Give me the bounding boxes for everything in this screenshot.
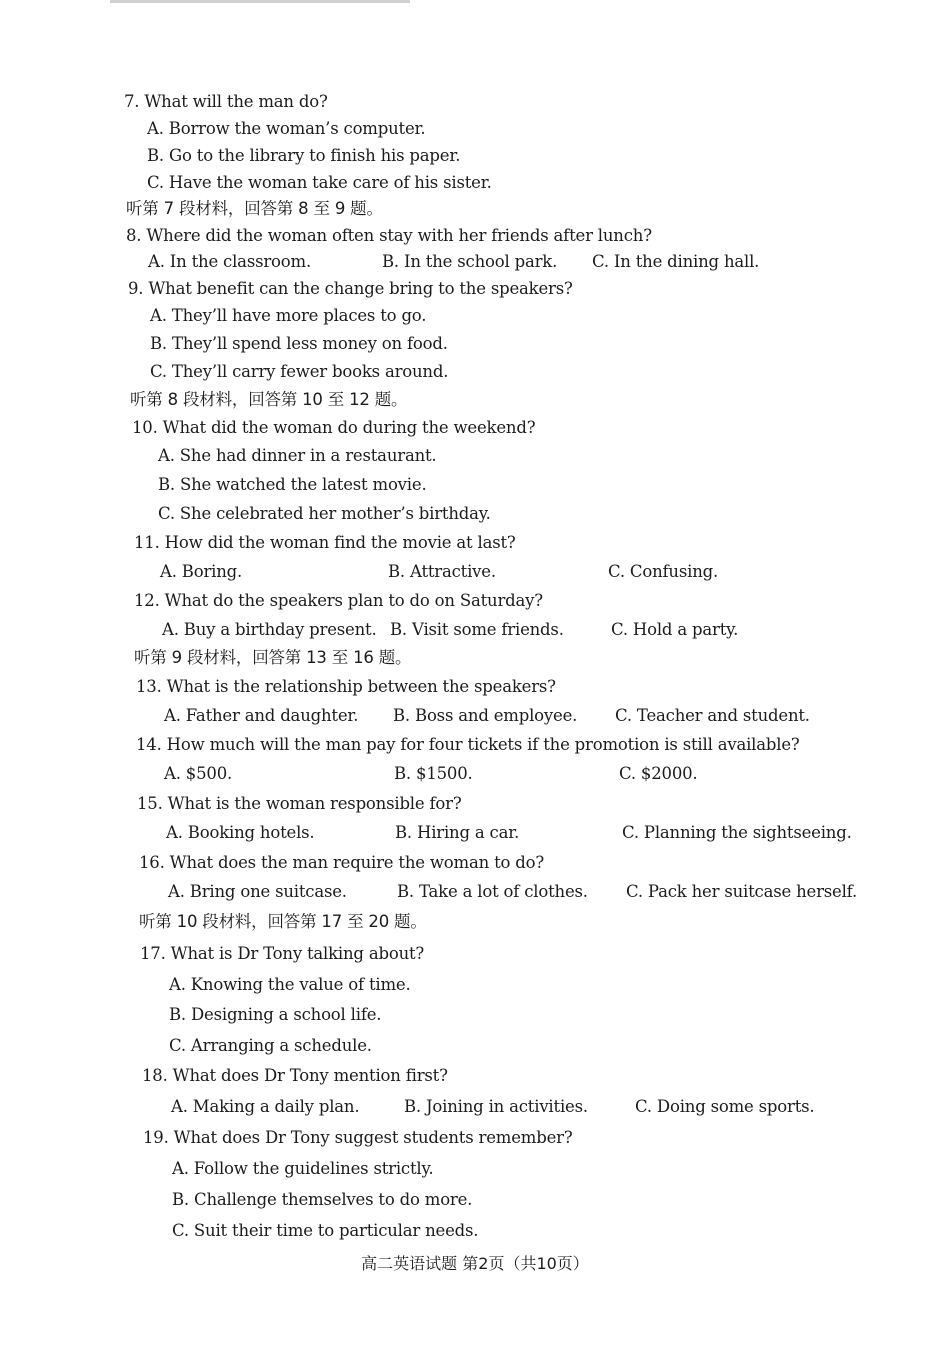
question-17-stem: 17. What is Dr Tony talking about? <box>140 944 425 963</box>
question-14-option-b: B. $1500. <box>394 764 473 783</box>
question-8-options <box>148 252 908 272</box>
question-12-option-b: B. Visit some friends. <box>390 620 564 639</box>
question-14-option-c: C. $2000. <box>619 764 698 783</box>
question-10-option-c: C. She celebrated her mother’s birthday. <box>158 504 491 523</box>
question-18-option-b: B. Joining in activities. <box>404 1097 588 1116</box>
question-16-option-a: A. Bring one suitcase. <box>168 882 347 901</box>
question-19-option-a: A. Follow the guidelines strictly. <box>172 1159 434 1178</box>
question-11-option-b: B. Attractive. <box>388 562 496 581</box>
question-16-stem: 16. What does the man require the woman to do? <box>139 853 545 872</box>
section-7-instruction: 听第 7 段材料，回答第 8 至 9 题。 <box>126 199 383 218</box>
question-19-stem: 19. What does Dr Tony suggest students remember? <box>143 1128 573 1147</box>
question-7-option-c: C. Have the woman take care of his sister. <box>147 173 492 192</box>
question-19-option-b: B. Challenge themselves to do more. <box>172 1190 473 1209</box>
question-9-option-b: B. They’ll spend less money on food. <box>150 334 448 353</box>
question-14-options <box>164 764 924 784</box>
question-11-stem: 11. How did the woman find the movie at last? <box>134 533 516 552</box>
question-15-option-b: B. Hiring a car. <box>395 823 520 842</box>
page-footer: 高二英语试题 第2页（共10页） <box>361 1254 589 1273</box>
section-9-instruction: 听第 9 段材料，回答第 13 至 16 题。 <box>134 648 412 667</box>
question-12-option-c: C. Hold a party. <box>611 620 739 639</box>
question-11-option-a: A. Boring. <box>160 562 243 581</box>
question-9-option-a: A. They’ll have more places to go. <box>150 306 427 325</box>
question-7-option-a: A. Borrow the woman’s computer. <box>147 119 426 138</box>
question-8-option-a: A. In the classroom. <box>148 252 311 271</box>
question-10-option-b: B. She watched the latest movie. <box>158 475 427 494</box>
scan-edge-mark <box>110 0 410 3</box>
question-12-stem: 12. What do the speakers plan to do on Saturday? <box>134 591 543 610</box>
question-15-stem: 15. What is the woman responsible for? <box>137 794 462 813</box>
question-13-option-a: A. Father and daughter. <box>164 706 359 725</box>
question-13-stem: 13. What is the relationship between the speakers? <box>136 677 556 696</box>
question-13-options <box>164 706 924 726</box>
question-10-option-a: A. She had dinner in a restaurant. <box>158 446 437 465</box>
question-18-option-a: A. Making a daily plan. <box>171 1097 360 1116</box>
question-8-option-c: C. In the dining hall. <box>592 252 760 271</box>
question-18-options <box>171 1097 931 1117</box>
question-14-option-a: A. $500. <box>164 764 233 783</box>
question-11-option-c: C. Confusing. <box>608 562 719 581</box>
question-14-stem: 14. How much will the man pay for four tickets if the promotion is still available? <box>136 735 800 754</box>
question-19-option-c: C. Suit their time to particular needs. <box>172 1221 479 1240</box>
question-10-stem: 10. What did the woman do during the weekend? <box>132 418 536 437</box>
question-17-option-a: A. Knowing the value of time. <box>169 975 411 994</box>
question-16-option-c: C. Pack her suitcase herself. <box>626 882 858 901</box>
question-8-option-b: B. In the school park. <box>382 252 558 271</box>
question-9-option-c: C. They’ll carry fewer books around. <box>150 362 449 381</box>
question-16-option-b: B. Take a lot of clothes. <box>397 882 588 901</box>
section-8-instruction: 听第 8 段材料，回答第 10 至 12 题。 <box>130 390 408 409</box>
question-16-options <box>168 882 928 902</box>
question-7-option-b: B. Go to the library to finish his paper. <box>147 146 461 165</box>
question-15-option-a: A. Booking hotels. <box>166 823 315 842</box>
question-17-option-c: C. Arranging a schedule. <box>169 1036 372 1055</box>
question-9-stem: 9. What benefit can the change bring to the speakers? <box>128 279 573 298</box>
question-15-options <box>166 823 926 843</box>
question-18-option-c: C. Doing some sports. <box>635 1097 815 1116</box>
question-8-stem: 8. Where did the woman often stay with her friends after lunch? <box>126 226 652 245</box>
section-10-instruction: 听第 10 段材料，回答第 17 至 20 题。 <box>139 912 427 931</box>
question-15-option-c: C. Planning the sightseeing. <box>622 823 852 842</box>
question-12-option-a: A. Buy a birthday present. <box>162 620 377 639</box>
question-13-option-b: B. Boss and employee. <box>393 706 578 725</box>
question-17-option-b: B. Designing a school life. <box>169 1005 382 1024</box>
question-7-stem: 7. What will the man do? <box>124 92 328 111</box>
question-12-options <box>162 620 922 640</box>
question-13-option-c: C. Teacher and student. <box>615 706 810 725</box>
question-11-options <box>160 562 920 582</box>
question-18-stem: 18. What does Dr Tony mention first? <box>142 1066 448 1085</box>
